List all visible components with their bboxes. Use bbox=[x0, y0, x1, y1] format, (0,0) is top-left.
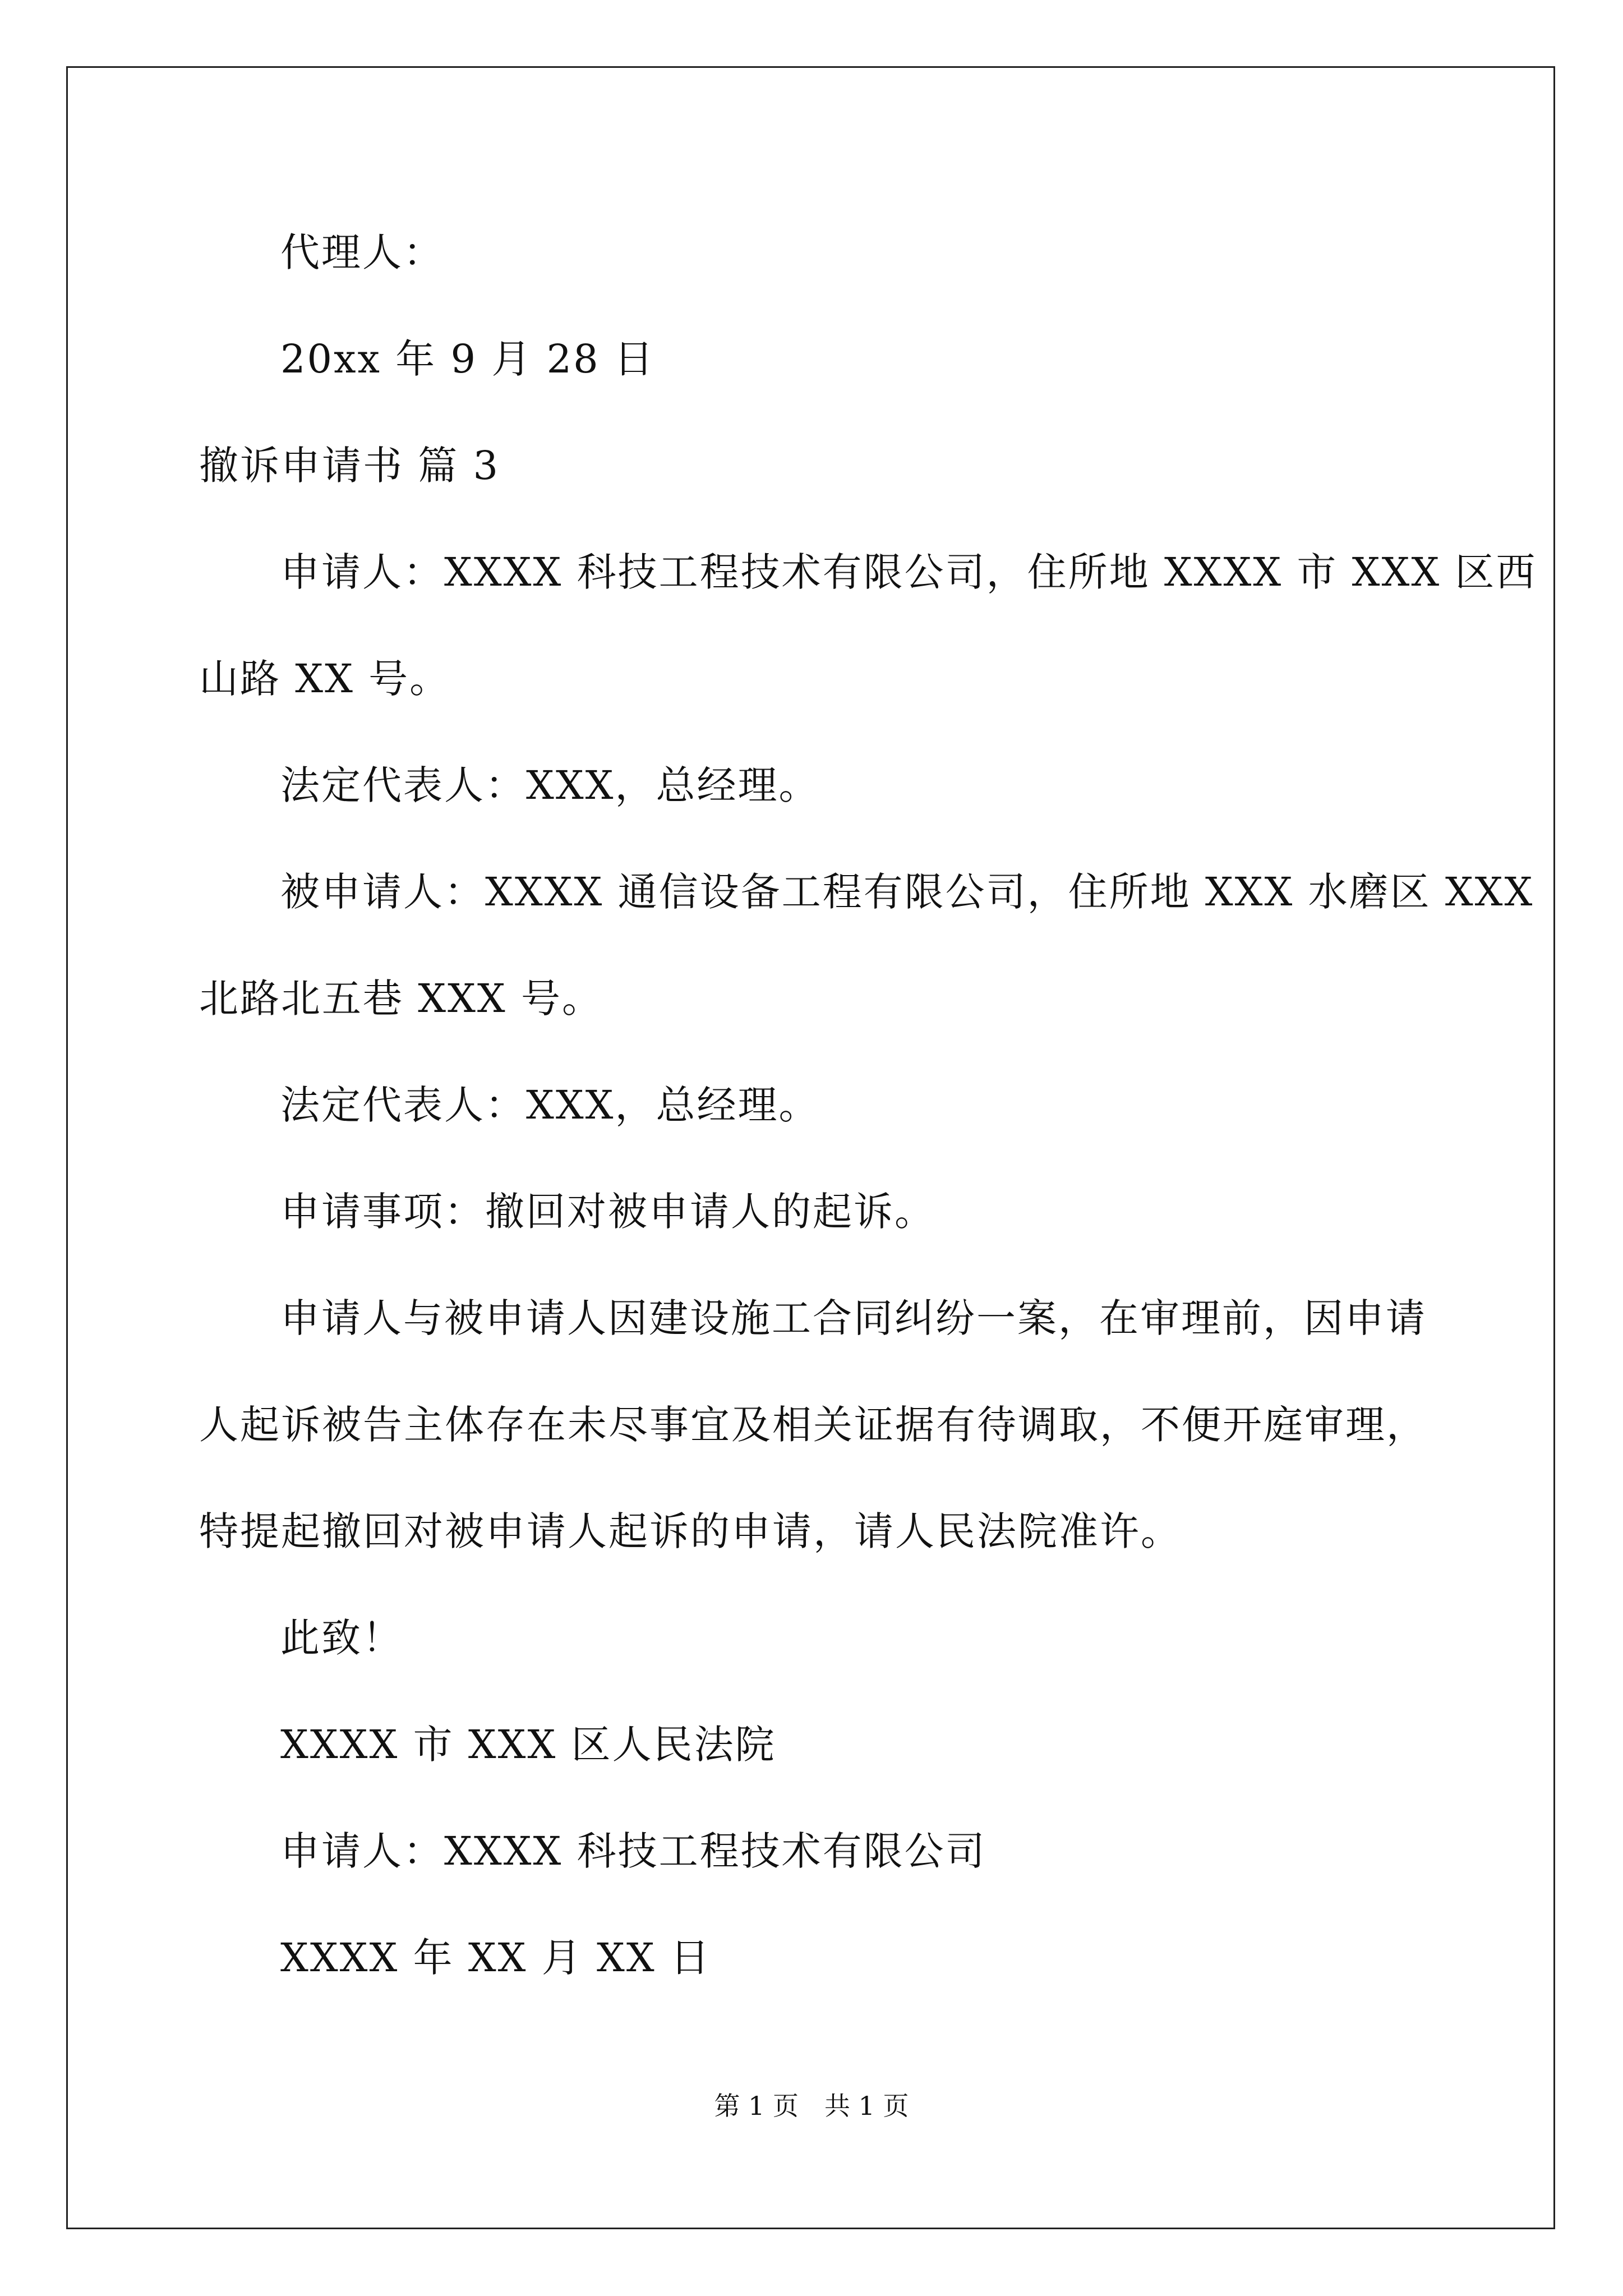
section-title: 撤诉申请书 篇 3 bbox=[199, 443, 500, 489]
salutation: 此致！ bbox=[280, 1615, 403, 1661]
respondent-line-2: 北路北五巷 XXX 号。 bbox=[199, 976, 603, 1022]
reason-line-2: 人起诉被告主体存在未尽事宜及相关证据有待调取，不便开庭审理， bbox=[199, 1402, 1427, 1448]
applicant-line-1: 申请人：XXXX 科技工程技术有限公司，住所地 XXXX 市 XXX 区西 bbox=[280, 549, 1537, 595]
application-matter: 申请事项：撤回对被申请人的起诉。 bbox=[280, 1189, 935, 1235]
agent-signature-label: 代理人： bbox=[280, 229, 444, 275]
signature-date: XXXX 年 XX 月 XX 日 bbox=[280, 1935, 711, 1981]
page-number: 第 1 页 共 1 页 bbox=[714, 2091, 909, 2121]
court-name: XXXX 市 XXX 区人民法院 bbox=[280, 1722, 776, 1768]
signature-applicant: 申请人：XXXX 科技工程技术有限公司 bbox=[280, 1828, 986, 1874]
date-line: 20xx 年 9 月 28 日 bbox=[280, 336, 655, 382]
respondent-line-1: 被申请人：XXXX 通信设备工程有限公司，住所地 XXX 水磨区 XXX bbox=[280, 869, 1534, 915]
respondent-legal-representative: 法定代表人：XXX，总经理。 bbox=[280, 1082, 820, 1128]
legal-representative: 法定代表人：XXX，总经理。 bbox=[280, 762, 820, 808]
reason-line-1: 申请人与被申请人因建设施工合同纠纷一案，在审理前，因申请 bbox=[280, 1295, 1427, 1341]
reason-line-3: 特提起撤回对被申请人起诉的申请，请人民法院准许。 bbox=[199, 1508, 1182, 1554]
applicant-line-2: 山路 XX 号。 bbox=[199, 656, 451, 702]
page-border bbox=[66, 66, 1555, 2229]
